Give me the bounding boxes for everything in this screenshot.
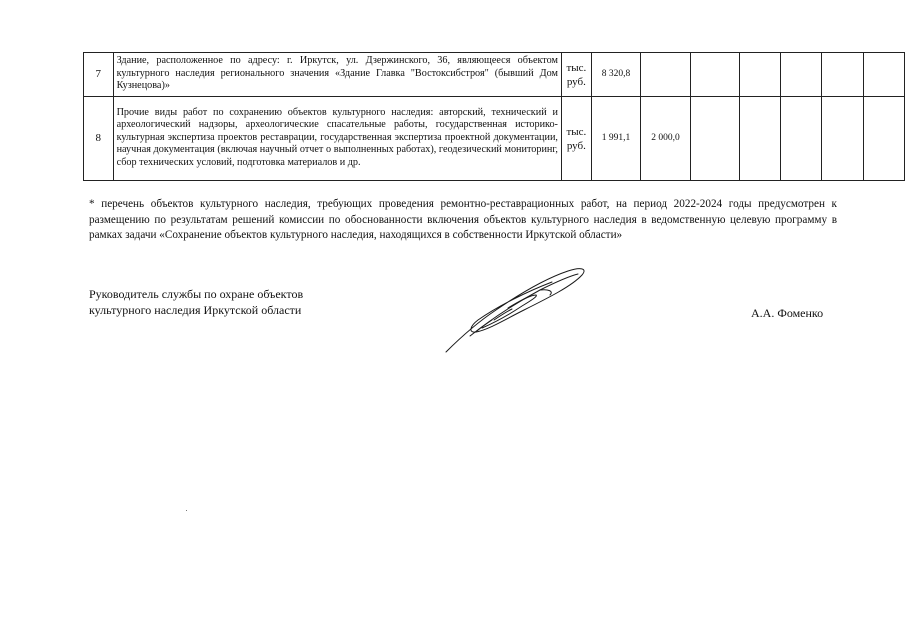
empty-cell xyxy=(690,97,739,181)
empty-cell xyxy=(781,97,822,181)
row-value-2: 2 000,0 xyxy=(641,97,691,181)
row-value-2 xyxy=(641,53,691,97)
signatory-title-line: культурного наследия Иркутской области xyxy=(89,303,302,317)
empty-cell xyxy=(863,53,904,97)
signatory-title-line: Руководитель службы по охране объектов xyxy=(89,287,304,301)
signatory-name: А.А. Фоменко xyxy=(751,306,824,320)
empty-cell xyxy=(739,97,780,181)
scan-speck xyxy=(186,510,187,511)
table-row xyxy=(84,53,905,97)
empty-cell xyxy=(863,97,904,181)
row-description: Прочие виды работ по сохранению объектов культурного наследия: авторский, технический и археологический надзоры, археологические спасательные работы, государственная историко-культурная экспертиза проектов реставрации, государственная экспертиза проектной документации, научная документация (включая научный отчет о выполненных работах), геодезический мониторинг, сбор технических условий, подготовка материалов и др. xyxy=(113,97,561,181)
row-description: Здание, расположенное по адресу: г. Иркутск, ул. Дзержинского, 36, являющееся объектом культурного наследия регионального значения «Здание Главка "Востоксибстроя" (бывший Дом Кузнецова)» xyxy=(113,53,561,97)
row-unit: тыс. руб. xyxy=(561,97,591,181)
empty-cell xyxy=(690,53,739,97)
empty-cell xyxy=(739,53,780,97)
row-number: 8 xyxy=(84,97,114,181)
handwritten-signature xyxy=(440,262,595,357)
row-number: 7 xyxy=(84,53,114,97)
empty-cell xyxy=(822,97,863,181)
row-value-1: 8 320,8 xyxy=(591,53,641,97)
empty-cell xyxy=(781,53,822,97)
footnote: * перечень объектов культурного наследия, требующих проведения ремонтно-реставрационных работ, на период 2022-2024 годы предусмотрен к размещению по результатам решений комиссии по обоснованности включения объектов культурного наследия в ведомственную целевую программу в рамках задачи «Сохранение объектов культурного наследия, находящихся в собственности Иркутской области» xyxy=(89,198,837,242)
signatory-title xyxy=(89,286,303,318)
empty-cell xyxy=(822,53,863,97)
works-table xyxy=(83,52,905,181)
table-row xyxy=(84,97,905,181)
row-unit: тыс. руб. xyxy=(561,53,591,97)
row-value-1: 1 991,1 xyxy=(591,97,641,181)
